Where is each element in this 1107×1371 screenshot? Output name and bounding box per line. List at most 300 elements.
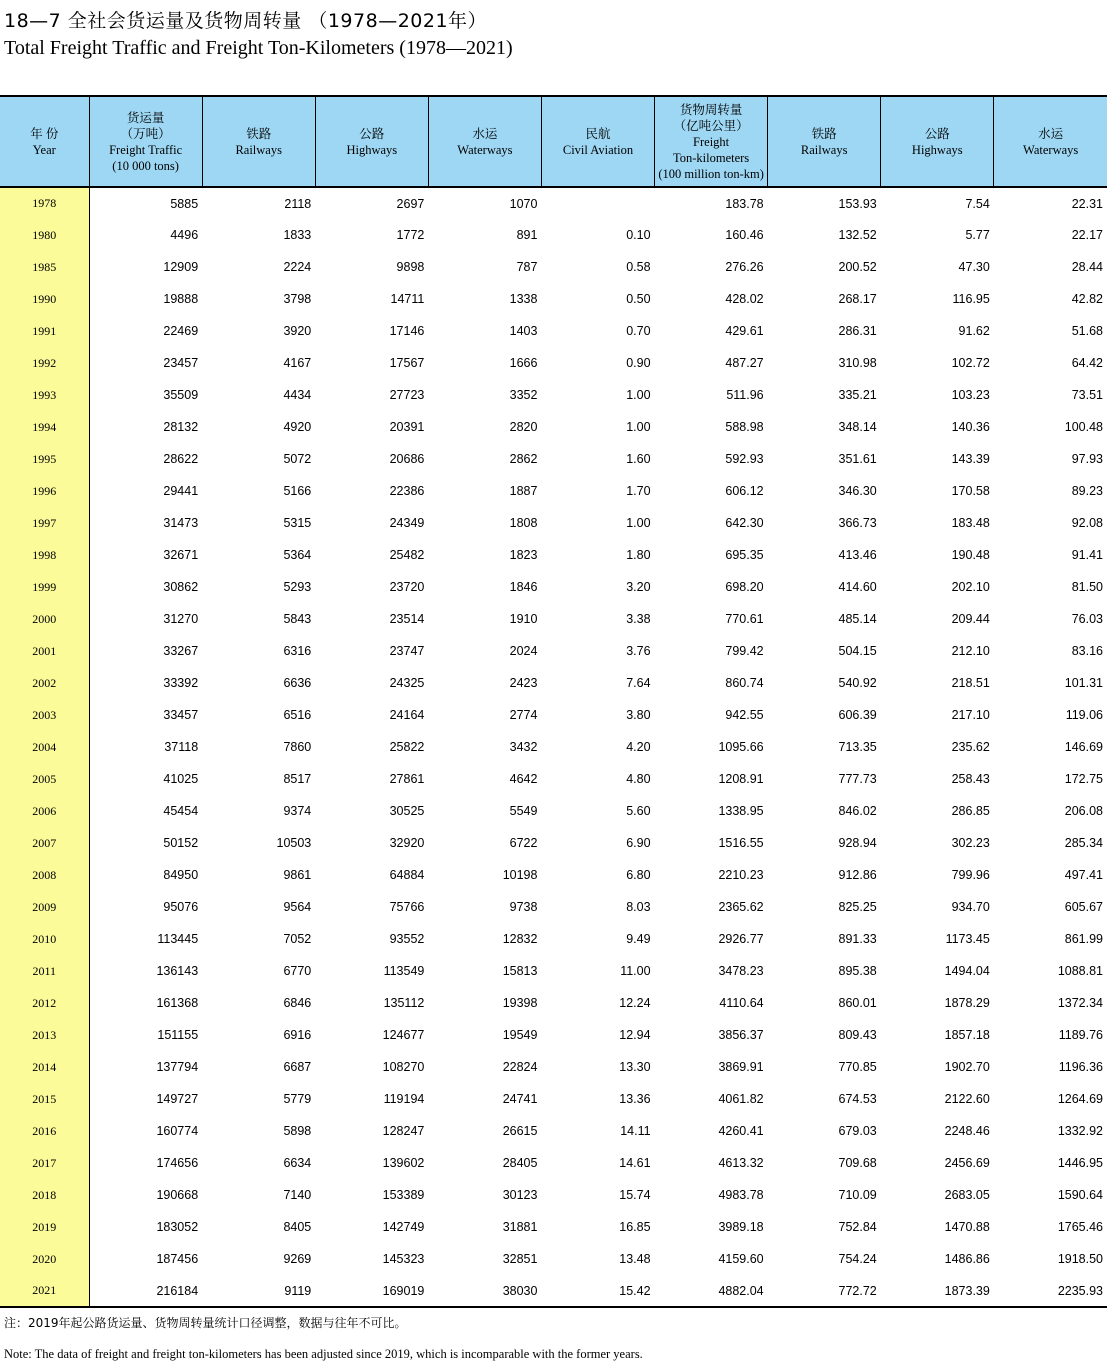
value-cell: 160774 xyxy=(156,1124,199,1138)
value-cell: 485.14 xyxy=(838,612,877,626)
header-line: Highways xyxy=(346,142,398,157)
table-row xyxy=(0,443,1107,475)
year-cell: 1999 xyxy=(0,571,89,603)
value-cell: 710.09 xyxy=(838,1188,877,1202)
value-cell: 6846 xyxy=(283,996,312,1010)
value-cell: 286.31 xyxy=(838,324,877,338)
value-cell: 1470.88 xyxy=(944,1220,990,1234)
header-line: 货运量 xyxy=(126,110,165,125)
value-cell: 28132 xyxy=(163,420,199,434)
value-cell: 799.42 xyxy=(725,644,764,658)
header-traffic-railways xyxy=(202,96,315,187)
value-cell: 31473 xyxy=(163,516,199,530)
value-cell: 1902.70 xyxy=(944,1060,990,1074)
value-cell: 1403 xyxy=(509,324,538,338)
table-row xyxy=(0,347,1107,379)
footnote-en: Note: The data of freight and freight ton-kilometers has been adjusted since 2019, which is incomparable with the former years. xyxy=(4,1347,643,1361)
value-cell: 4260.41 xyxy=(718,1124,764,1138)
header-line: 民航 xyxy=(585,126,611,141)
value-cell: 17567 xyxy=(389,356,425,370)
value-cell: 183052 xyxy=(156,1220,199,1234)
value-cell: 3869.91 xyxy=(718,1060,764,1074)
year-cell: 1996 xyxy=(0,475,89,507)
value-cell: 3478.23 xyxy=(718,964,764,978)
value-cell: 32851 xyxy=(502,1252,538,1266)
table-row xyxy=(0,795,1107,827)
value-cell: 119.06 xyxy=(1065,708,1103,722)
value-cell: 41025 xyxy=(163,772,199,786)
value-cell: 28.44 xyxy=(1071,260,1103,274)
year-cell: 2009 xyxy=(0,891,89,923)
value-cell: 1196.36 xyxy=(1058,1060,1103,1074)
value-cell: 4882.04 xyxy=(655,1275,768,1307)
value-cell: 5072 xyxy=(283,452,312,466)
value-cell: 1765.46 xyxy=(1057,1220,1103,1234)
value-cell: 7860 xyxy=(283,740,312,754)
value-cell: 25482 xyxy=(389,548,425,562)
value-cell: 1088.81 xyxy=(1057,964,1103,978)
value-cell: 2926.77 xyxy=(718,932,764,946)
value-cell: 97.93 xyxy=(1071,452,1103,466)
header-line: 年 份 xyxy=(30,126,59,141)
value-cell: 268.17 xyxy=(838,292,877,306)
value-cell: 497.41 xyxy=(1064,868,1103,882)
value-cell: 8.03 xyxy=(626,900,651,914)
value-cell: 1338.95 xyxy=(718,804,764,818)
value-cell: 137794 xyxy=(156,1060,199,1074)
value-cell: 136143 xyxy=(156,964,199,978)
value-cell: 64884 xyxy=(389,868,425,882)
value-cell: 14711 xyxy=(390,292,425,306)
value-cell: 2118 xyxy=(284,196,312,211)
value-cell: 5.77 xyxy=(965,228,990,242)
value-cell: 160.46 xyxy=(725,228,764,242)
header-line: Year xyxy=(32,142,56,157)
value-cell: 42.82 xyxy=(1071,292,1103,306)
value-cell: 5315 xyxy=(283,516,312,530)
value-cell: 216184 xyxy=(89,1275,202,1307)
value-cell: 73.51 xyxy=(1071,388,1103,402)
value-cell: 366.73 xyxy=(838,516,877,530)
value-cell: 5898 xyxy=(283,1124,312,1138)
value-cell: 3.76 xyxy=(626,644,651,658)
value-cell: 2456.69 xyxy=(944,1156,990,1170)
value-cell: 12832 xyxy=(502,932,538,946)
value-cell: 20686 xyxy=(389,452,425,466)
year-cell: 2003 xyxy=(0,699,89,731)
value-cell: 8517 xyxy=(283,772,312,786)
value-cell: 1833 xyxy=(283,228,312,242)
value-cell: 2365.62 xyxy=(718,900,764,914)
value-cell: 83.16 xyxy=(1071,644,1103,658)
value-cell: 346.30 xyxy=(838,484,877,498)
value-cell: 592.93 xyxy=(725,452,764,466)
value-cell: 6.80 xyxy=(626,868,651,882)
value-cell: 1173.45 xyxy=(945,932,990,946)
value-cell: 172.75 xyxy=(1064,772,1103,786)
year-cell: 2011 xyxy=(0,955,89,987)
year-cell: 1995 xyxy=(0,443,89,475)
value-cell: 2122.60 xyxy=(944,1092,990,1106)
value-cell: 1372.34 xyxy=(1057,996,1103,1010)
value-cell: 161368 xyxy=(156,996,199,1010)
value-cell: 540.92 xyxy=(838,676,877,690)
value-cell: 1338 xyxy=(509,292,538,306)
value-cell: 285.34 xyxy=(1064,836,1103,850)
value-cell: 132.52 xyxy=(838,228,877,242)
value-cell: 3.80 xyxy=(626,708,651,722)
table-row xyxy=(0,219,1107,251)
value-cell: 4110.64 xyxy=(719,996,764,1010)
value-cell: 5779 xyxy=(283,1092,312,1106)
value-cell: 5293 xyxy=(283,580,312,594)
value-cell: 1590.64 xyxy=(1057,1188,1103,1202)
value-cell: 777.73 xyxy=(838,772,877,786)
value-cell: 2697 xyxy=(396,196,425,211)
header-line: （万吨） xyxy=(120,126,171,141)
value-cell: 45454 xyxy=(163,804,199,818)
value-cell: 30525 xyxy=(389,804,425,818)
year-cell: 2013 xyxy=(0,1019,89,1051)
value-cell: 1.00 xyxy=(626,388,651,402)
value-cell: 3432 xyxy=(509,740,538,754)
table-row xyxy=(0,891,1107,923)
value-cell: 153.93 xyxy=(838,196,877,211)
value-cell: 135112 xyxy=(383,996,425,1010)
value-cell: 3856.37 xyxy=(718,1028,764,1042)
header-traffic-waterways xyxy=(428,96,541,187)
value-cell: 5843 xyxy=(283,612,312,626)
value-cell: 15.42 xyxy=(541,1275,654,1307)
header-year xyxy=(0,96,89,187)
value-cell: 1873.39 xyxy=(881,1275,994,1307)
value-cell: 22.17 xyxy=(1071,228,1103,242)
value-cell: 9269 xyxy=(283,1252,312,1266)
value-cell: 6687 xyxy=(283,1060,312,1074)
year-cell: 1992 xyxy=(0,347,89,379)
table-row xyxy=(0,283,1107,315)
value-cell: 860.01 xyxy=(838,996,877,1010)
value-cell: 183.48 xyxy=(951,516,990,530)
value-cell: 24164 xyxy=(389,708,425,722)
value-cell: 113549 xyxy=(383,964,425,978)
value-cell: 912.86 xyxy=(838,868,877,882)
value-cell: 642.30 xyxy=(725,516,764,530)
value-cell: 3352 xyxy=(509,388,538,402)
value-cell xyxy=(541,187,654,219)
year-cell: 1990 xyxy=(0,283,89,315)
header-line: Waterways xyxy=(1023,142,1079,157)
year-cell: 1978 xyxy=(0,187,89,219)
value-cell: 14.61 xyxy=(619,1156,651,1170)
value-cell: 679.03 xyxy=(838,1124,877,1138)
value-cell: 9.49 xyxy=(626,932,651,946)
value-cell: 2683.05 xyxy=(944,1188,990,1202)
value-cell: 218.51 xyxy=(951,676,990,690)
header-traffic-civil-aviation xyxy=(541,96,654,187)
value-cell: 22386 xyxy=(389,484,425,498)
value-cell: 713.35 xyxy=(838,740,877,754)
value-cell: 934.70 xyxy=(951,900,990,914)
value-cell: 22824 xyxy=(502,1060,538,1074)
table-body xyxy=(0,187,1107,1307)
value-cell: 310.98 xyxy=(838,356,877,370)
value-cell: 15.74 xyxy=(619,1188,651,1202)
value-cell: 24325 xyxy=(389,676,425,690)
value-cell: 9119 xyxy=(202,1275,315,1307)
value-cell: 895.38 xyxy=(838,964,877,978)
header-line: （亿吨公里） xyxy=(673,118,749,133)
value-cell: 200.52 xyxy=(838,260,877,274)
value-cell: 695.35 xyxy=(725,548,764,562)
value-cell: 64.42 xyxy=(1071,356,1103,370)
value-cell: 149727 xyxy=(156,1092,199,1106)
year-cell: 1994 xyxy=(0,411,89,443)
header-line: 公路 xyxy=(359,126,385,141)
value-cell: 140.36 xyxy=(951,420,990,434)
value-cell: 103.23 xyxy=(951,388,990,402)
table-row xyxy=(0,1179,1107,1211)
header-line: Freight xyxy=(693,134,730,149)
value-cell: 4434 xyxy=(283,388,312,402)
year-cell: 2018 xyxy=(0,1179,89,1211)
value-cell: 81.50 xyxy=(1071,580,1103,594)
header-ton-km xyxy=(655,96,768,187)
value-cell: 1.00 xyxy=(626,516,651,530)
header-line: 铁路 xyxy=(811,126,837,141)
value-cell: 24741 xyxy=(502,1092,538,1106)
value-cell: 145323 xyxy=(382,1252,425,1266)
value-cell: 7.64 xyxy=(626,676,651,690)
value-cell: 709.68 xyxy=(838,1156,877,1170)
value-cell: 2862 xyxy=(509,452,538,466)
value-cell: 139602 xyxy=(382,1156,425,1170)
table-row xyxy=(0,603,1107,635)
value-cell: 1208.91 xyxy=(718,772,764,786)
value-cell: 6.90 xyxy=(626,836,651,850)
table-row xyxy=(0,1115,1107,1147)
value-cell: 606.12 xyxy=(725,484,764,498)
table-row xyxy=(0,187,1107,219)
value-cell: 276.26 xyxy=(725,260,764,274)
value-cell: 16.85 xyxy=(619,1220,651,1234)
value-cell: 2224 xyxy=(283,260,312,274)
value-cell: 25822 xyxy=(389,740,425,754)
value-cell: 1878.29 xyxy=(944,996,990,1010)
value-cell: 32920 xyxy=(389,836,425,850)
value-cell: 6770 xyxy=(283,964,312,978)
value-cell: 1857.18 xyxy=(944,1028,990,1042)
year-cell: 1991 xyxy=(0,315,89,347)
year-cell: 2001 xyxy=(0,635,89,667)
value-cell: 4167 xyxy=(283,356,312,370)
value-cell: 2235.93 xyxy=(994,1275,1107,1307)
header-tonkm-waterways xyxy=(994,96,1107,187)
year-cell: 2015 xyxy=(0,1083,89,1115)
value-cell: 22469 xyxy=(163,324,199,338)
value-cell: 143.39 xyxy=(951,452,990,466)
value-cell: 113445 xyxy=(157,932,199,946)
value-cell: 6516 xyxy=(283,708,312,722)
value-cell: 28622 xyxy=(163,452,199,466)
value-cell: 1.60 xyxy=(626,452,651,466)
value-cell: 1666 xyxy=(509,356,538,370)
value-cell: 14.11 xyxy=(620,1124,651,1138)
value-cell: 13.36 xyxy=(619,1092,651,1106)
year-cell: 1985 xyxy=(0,251,89,283)
value-cell: 9564 xyxy=(283,900,312,914)
value-cell: 429.61 xyxy=(725,324,764,338)
value-cell: 153389 xyxy=(382,1188,425,1202)
year-cell: 2012 xyxy=(0,987,89,1019)
value-cell: 428.02 xyxy=(725,292,764,306)
header-line: Waterways xyxy=(457,142,513,157)
value-cell: 9861 xyxy=(283,868,312,882)
value-cell: 91.41 xyxy=(1071,548,1103,562)
value-cell: 23457 xyxy=(163,356,199,370)
value-cell: 124677 xyxy=(382,1028,425,1042)
value-cell: 0.50 xyxy=(626,292,651,306)
table-row xyxy=(0,1211,1107,1243)
value-cell: 35509 xyxy=(163,388,199,402)
table-row xyxy=(0,827,1107,859)
value-cell: 4061.82 xyxy=(718,1092,764,1106)
table-row xyxy=(0,923,1107,955)
value-cell: 13.30 xyxy=(619,1060,651,1074)
value-cell: 50152 xyxy=(163,836,199,850)
header-traffic-highways xyxy=(315,96,428,187)
value-cell: 12909 xyxy=(163,260,199,274)
value-cell: 38030 xyxy=(428,1275,541,1307)
value-cell: 348.14 xyxy=(838,420,877,434)
value-cell: 606.39 xyxy=(838,708,877,722)
value-cell: 413.46 xyxy=(838,548,877,562)
value-cell: 91.62 xyxy=(958,324,990,338)
value-cell: 190.48 xyxy=(951,548,990,562)
value-cell: 76.03 xyxy=(1071,612,1103,626)
value-cell: 33392 xyxy=(163,676,199,690)
value-cell: 19888 xyxy=(163,292,199,306)
value-cell: 511.96 xyxy=(726,388,764,402)
value-cell: 108270 xyxy=(382,1060,425,1074)
year-cell: 2002 xyxy=(0,667,89,699)
value-cell: 4.20 xyxy=(626,740,651,754)
table-row xyxy=(0,315,1107,347)
value-cell: 752.84 xyxy=(838,1220,877,1234)
value-cell: 928.94 xyxy=(838,836,877,850)
value-cell: 6722 xyxy=(509,836,538,850)
value-cell: 5166 xyxy=(283,484,312,498)
value-cell: 212.10 xyxy=(951,644,990,658)
table-row xyxy=(0,379,1107,411)
value-cell: 47.30 xyxy=(958,260,990,274)
table-row xyxy=(0,251,1107,283)
header-line: (100 million ton-km) xyxy=(658,166,764,181)
value-cell: 1.00 xyxy=(626,420,651,434)
header-line: Railways xyxy=(235,142,282,157)
value-cell: 93552 xyxy=(389,932,425,946)
value-cell: 217.10 xyxy=(951,708,990,722)
value-cell: 6316 xyxy=(283,644,312,658)
page-title-cn: 18—7 全社会货运量及货物周转量 （1978—2021年） xyxy=(4,10,488,32)
value-cell: 169019 xyxy=(315,1275,428,1307)
year-cell: 2007 xyxy=(0,827,89,859)
value-cell: 92.08 xyxy=(1071,516,1103,530)
table-row xyxy=(0,1083,1107,1115)
value-cell: 487.27 xyxy=(725,356,764,370)
value-cell: 6916 xyxy=(283,1028,312,1042)
value-cell: 235.62 xyxy=(951,740,990,754)
value-cell: 809.43 xyxy=(838,1028,877,1042)
value-cell: 770.61 xyxy=(725,612,764,626)
value-cell: 75766 xyxy=(389,900,425,914)
value-cell: 891 xyxy=(516,228,538,242)
value-cell: 9898 xyxy=(396,260,425,274)
value-cell: 3989.18 xyxy=(718,1220,764,1234)
value-cell: 7052 xyxy=(283,932,312,946)
value-cell: 1264.69 xyxy=(1057,1092,1103,1106)
value-cell: 4159.60 xyxy=(718,1252,764,1266)
value-cell: 2423 xyxy=(509,676,538,690)
value-cell: 3.38 xyxy=(626,612,651,626)
table-row xyxy=(0,731,1107,763)
table-row xyxy=(0,955,1107,987)
value-cell: 861.99 xyxy=(1064,932,1103,946)
value-cell: 5885 xyxy=(170,196,199,211)
header-tonkm-railways xyxy=(768,96,881,187)
value-cell: 8405 xyxy=(283,1220,312,1234)
value-cell: 335.21 xyxy=(838,388,877,402)
value-cell: 605.67 xyxy=(1064,900,1103,914)
value-cell: 799.96 xyxy=(951,868,990,882)
year-cell: 2014 xyxy=(0,1051,89,1083)
value-cell: 12.94 xyxy=(619,1028,651,1042)
table-row xyxy=(0,1019,1107,1051)
value-cell: 100.48 xyxy=(1064,420,1103,434)
value-cell: 2248.46 xyxy=(944,1124,990,1138)
value-cell: 4983.78 xyxy=(718,1188,764,1202)
value-cell: 89.23 xyxy=(1071,484,1103,498)
value-cell: 24349 xyxy=(389,516,425,530)
footnote-cn: 注：2019年起公路货运量、货物周转量统计口径调整，数据与往年不可比。 xyxy=(4,1316,407,1330)
value-cell: 19549 xyxy=(502,1028,538,1042)
year-cell: 1998 xyxy=(0,539,89,571)
value-cell: 84950 xyxy=(163,868,199,882)
year-cell: 2004 xyxy=(0,731,89,763)
value-cell: 37118 xyxy=(164,740,199,754)
table-row xyxy=(0,667,1107,699)
value-cell: 26615 xyxy=(502,1124,538,1138)
value-cell: 2774 xyxy=(509,708,538,722)
value-cell: 20391 xyxy=(389,420,425,434)
value-cell: 0.58 xyxy=(626,260,651,274)
page-title-en: Total Freight Traffic and Freight Ton-Kilometers (1978—2021) xyxy=(4,37,513,59)
year-cell: 2000 xyxy=(0,603,89,635)
table-row xyxy=(0,539,1107,571)
header-line: Ton-kilometers xyxy=(672,150,750,165)
table-row xyxy=(0,1243,1107,1275)
value-cell: 1494.04 xyxy=(944,964,990,978)
value-cell: 22.31 xyxy=(1071,196,1103,211)
value-cell: 31270 xyxy=(163,612,199,626)
value-cell: 2820 xyxy=(509,420,538,434)
value-cell: 17146 xyxy=(389,324,425,338)
value-cell: 0.10 xyxy=(626,228,651,242)
year-cell: 2021 xyxy=(0,1275,89,1307)
value-cell: 1332.92 xyxy=(1057,1124,1103,1138)
value-cell: 1823 xyxy=(509,548,538,562)
year-cell: 2006 xyxy=(0,795,89,827)
